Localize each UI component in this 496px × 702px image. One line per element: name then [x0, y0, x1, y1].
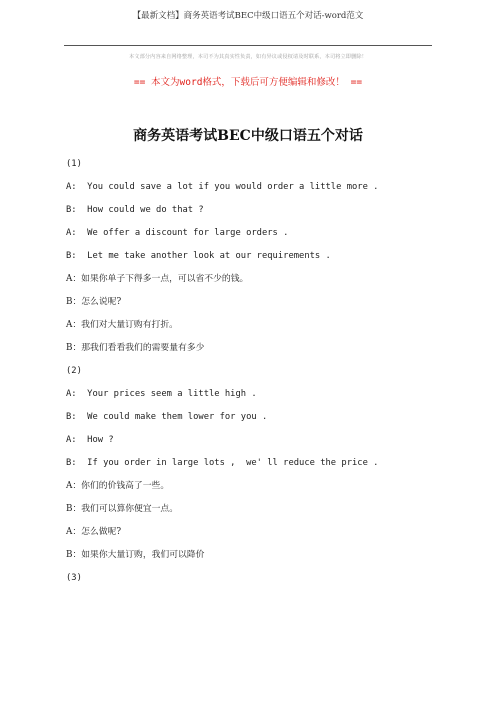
dialogue-line: B: Let me take another look at our requirements .: [66, 251, 331, 261]
disclaimer-text: 本文部分内容来自网络整理，本司不为其真实性负责，如有异议或侵权请及时联系，本司将立即删除！: [129, 54, 367, 60]
word-format-notice: == 本文为word格式，下载后可方便编辑和修改！ ==: [133, 77, 363, 88]
dialogue-line: B：如果你大量订购，我们可以降价: [66, 550, 205, 560]
section-label: (3): [66, 573, 82, 583]
section-label: (2): [66, 366, 82, 376]
dialogue-line: B：那我们看看我们的需要量有多少: [66, 343, 205, 353]
dialogue-line: A：你们的价钱高了一些。: [66, 481, 170, 491]
page-header-title: 【最新文档】商务英语考试BEC中级口语五个对话-word范文: [132, 11, 364, 21]
header-divider: [64, 45, 432, 46]
dialogue-line: B: We could make them lower for you .: [66, 412, 268, 422]
dialogue-line: A: We offer a discount for large orders .: [66, 228, 289, 238]
document-title: 商务英语考试BEC中级口语五个对话: [133, 128, 363, 144]
dialogue-line: A：如果你单子下得多一点，可以省不少的钱。: [66, 274, 249, 284]
section-label: (1): [66, 159, 82, 169]
dialogue-line: A: How ?: [66, 435, 114, 445]
dialogue-line: A：怎么做呢?: [66, 527, 122, 537]
dialogue-line: A：我们对大量订购有打折。: [66, 320, 178, 330]
dialogue-line: B: If you order in large lots , we' ll reduce the price .: [66, 458, 379, 468]
dialogue-line: B: How could we do that ?: [66, 205, 204, 215]
dialogue-line: B：我们可以算你便宜一点。: [66, 504, 179, 514]
dialogue-line: B：怎么说呢?: [66, 297, 122, 307]
dialogue-line: A: Your prices seem a little high .: [66, 389, 257, 399]
dialogue-line: A: You could save a lot if you would order a little more .: [66, 182, 379, 192]
